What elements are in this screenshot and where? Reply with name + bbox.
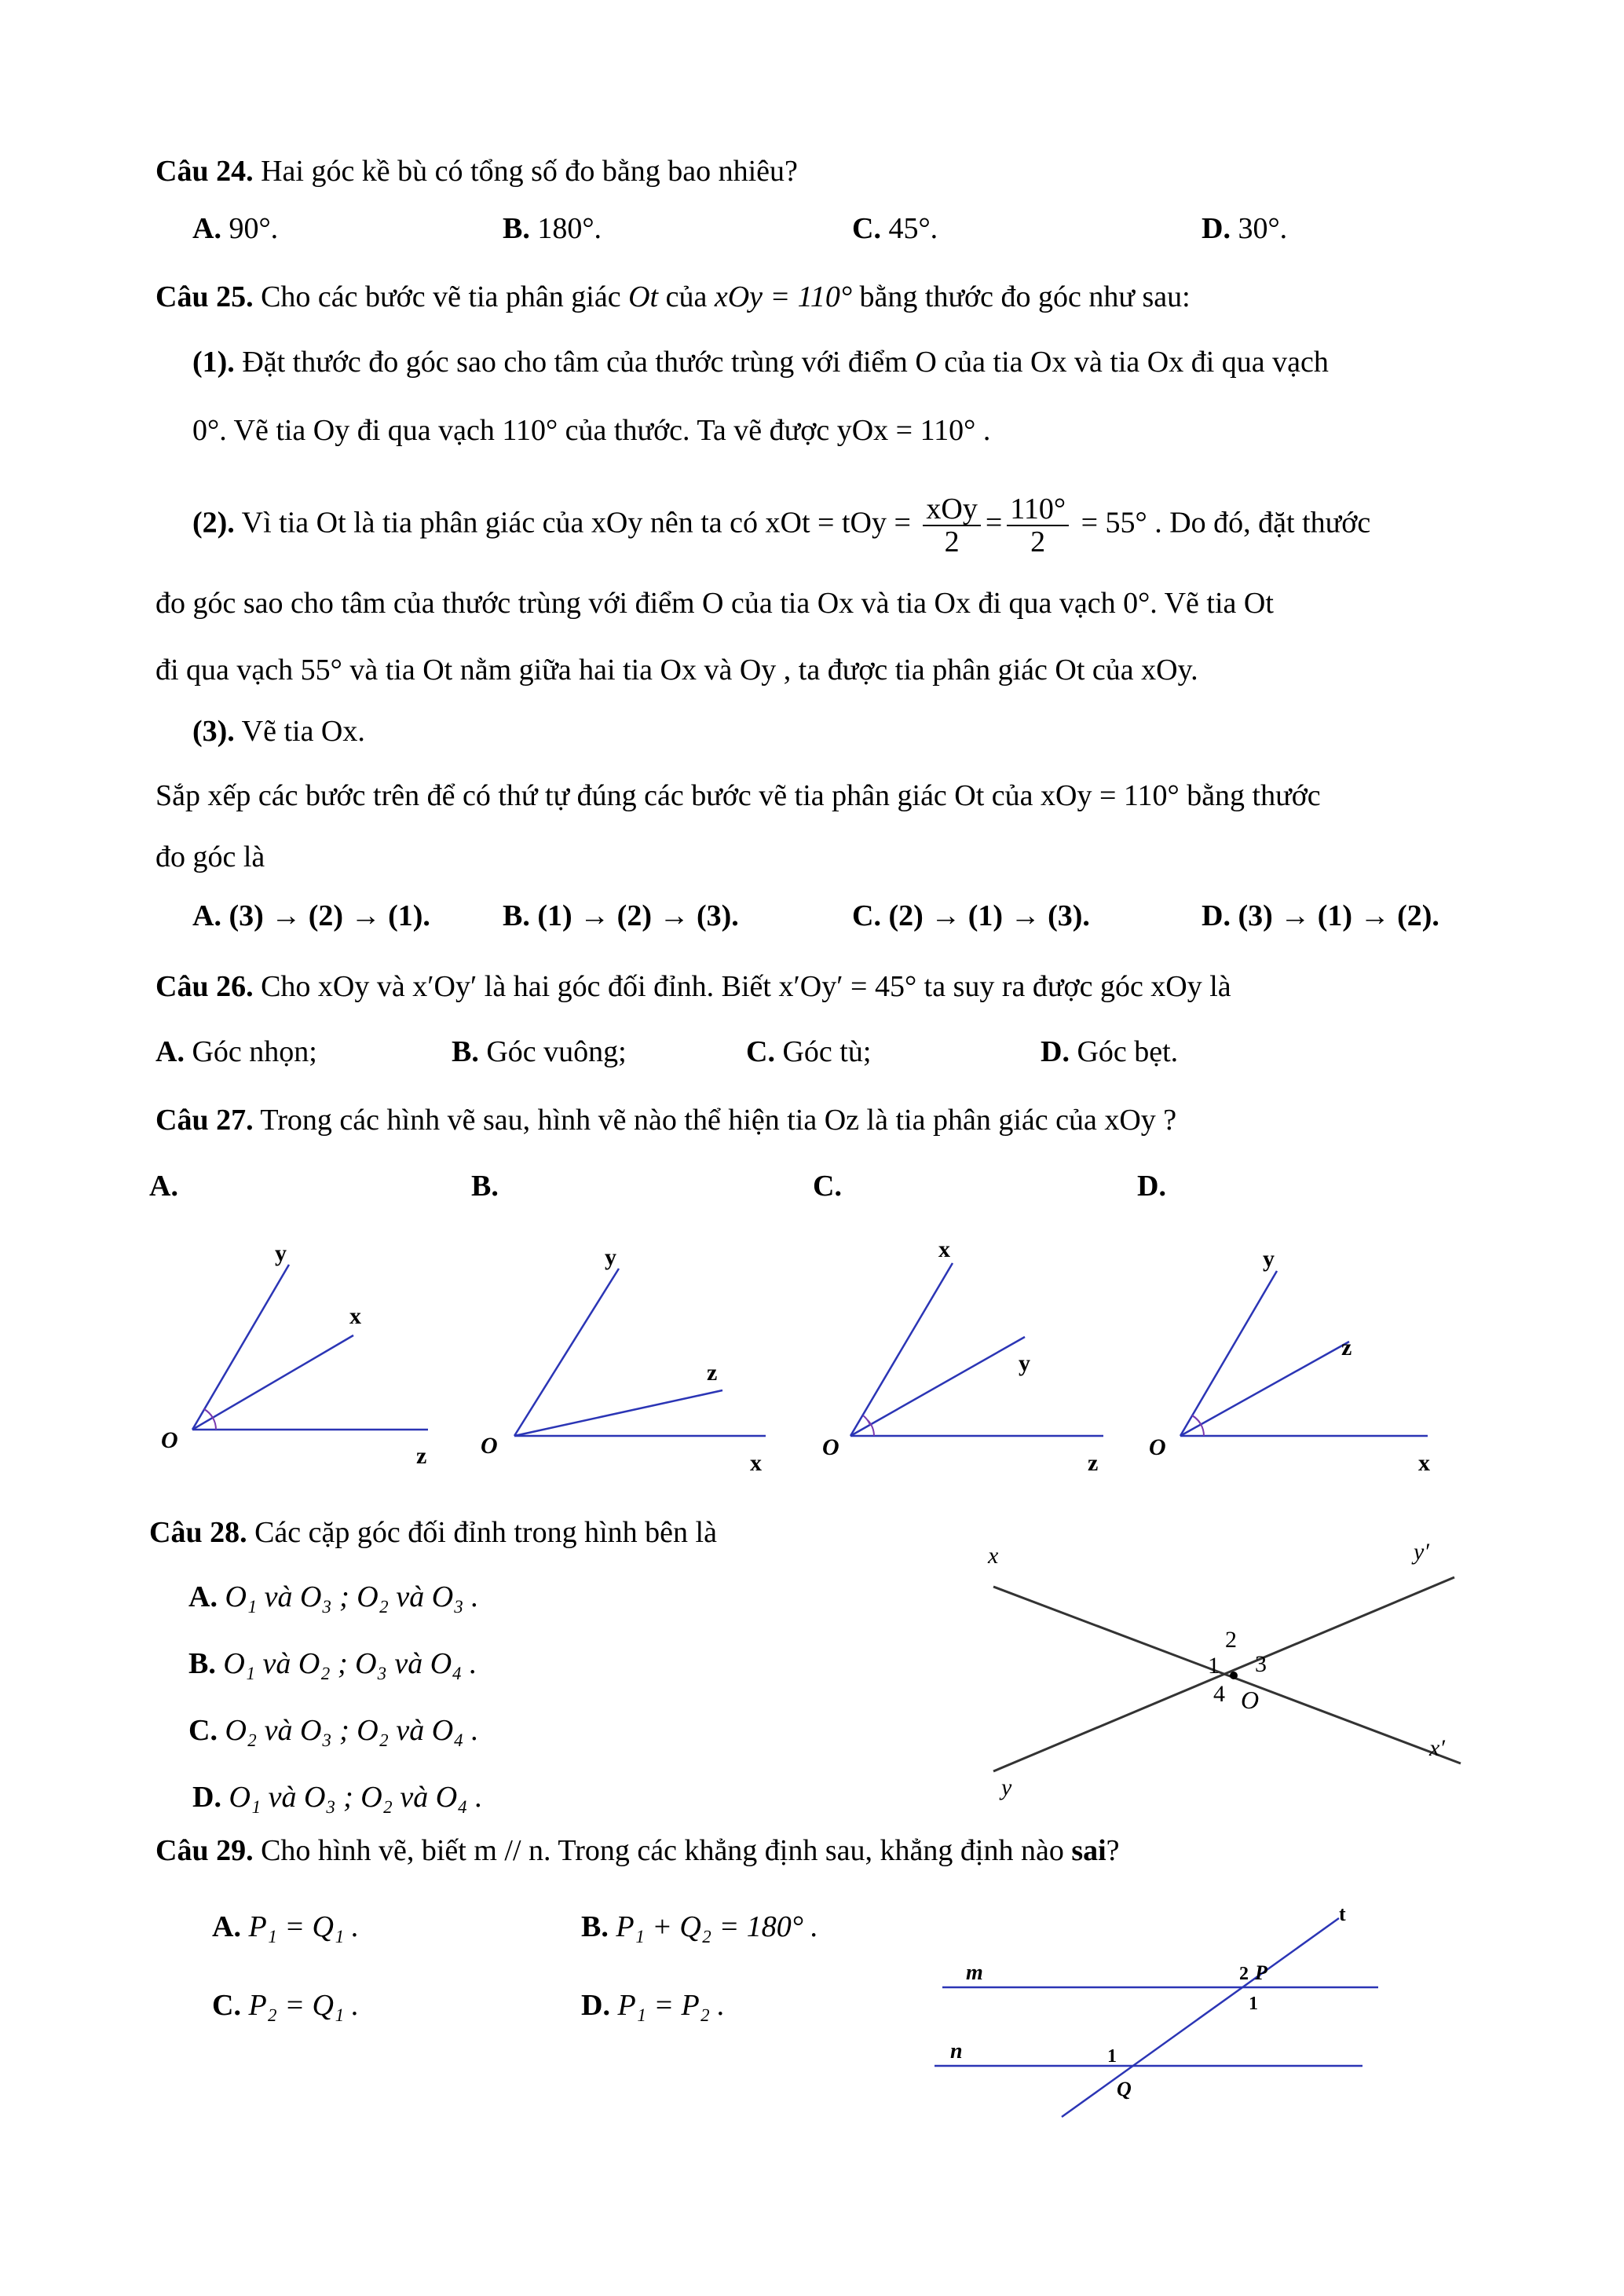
q27-question bbox=[155, 1102, 1176, 1138]
q26-option-c[interactable] bbox=[746, 1034, 871, 1070]
option-key: A. bbox=[188, 1580, 218, 1613]
label-x1: x′ bbox=[1429, 1735, 1445, 1761]
label-origin: O bbox=[822, 1434, 839, 1460]
q26-question bbox=[155, 969, 1231, 1005]
option-key: C. bbox=[746, 1035, 775, 1068]
q29-option-c[interactable] bbox=[212, 1987, 359, 2023]
q24-label: Câu 24. bbox=[155, 155, 254, 188]
q29-post: ? bbox=[1106, 1834, 1120, 1867]
q27-figure-d bbox=[1137, 1225, 1451, 1485]
q26-option-d[interactable] bbox=[1041, 1034, 1178, 1070]
line-t bbox=[1062, 1918, 1339, 2117]
q25-step1-label: (1). bbox=[192, 346, 235, 379]
denominator: 2 bbox=[1030, 525, 1046, 558]
angle-arc bbox=[1192, 1415, 1201, 1424]
q25-ask-line2: đo góc là bbox=[155, 840, 265, 873]
option-text: P₁ = Q₁ . bbox=[248, 1910, 360, 1943]
q27-figure-c bbox=[813, 1225, 1127, 1485]
label-q: Q bbox=[1117, 2078, 1132, 2100]
ray-top bbox=[514, 1269, 619, 1436]
q29-text: Cho hình vẽ, biết m // n. Trong các khẳng định sau, khẳng định nào bbox=[261, 1834, 1064, 1867]
q25-step2-pre: Vì tia Ot là tia phân giác của xOy nên ta có xOt = tOy = bbox=[241, 506, 911, 540]
label-angle-4: 4 bbox=[1213, 1681, 1225, 1707]
q26-label: Câu 26. bbox=[155, 970, 254, 1003]
label-origin: O bbox=[481, 1433, 498, 1459]
q25-step3-label: (3). bbox=[192, 715, 235, 748]
label-p2: 2 bbox=[1239, 1964, 1249, 1984]
option-text: O₁ và O₃ ; O₂ và O₃ . bbox=[225, 1580, 479, 1613]
label-origin: O bbox=[161, 1427, 178, 1453]
label-angle-1: 1 bbox=[1208, 1653, 1220, 1679]
q27-figure-c-key[interactable] bbox=[813, 1168, 842, 1204]
option-key: D. bbox=[1202, 212, 1231, 245]
q28-question bbox=[149, 1514, 717, 1551]
option-text: (3) → (2) → (1). bbox=[229, 899, 430, 932]
q25-xoy-eq: xOy = 110° bbox=[714, 280, 853, 313]
fraction bbox=[1007, 493, 1069, 558]
figure-key: B. bbox=[471, 1170, 499, 1203]
option-text: (2) → (1) → (3). bbox=[888, 899, 1090, 932]
q28-option-a[interactable] bbox=[188, 1579, 478, 1615]
option-key: A. bbox=[212, 1910, 241, 1943]
ray-mid bbox=[850, 1337, 1025, 1436]
label-top: y bbox=[275, 1240, 287, 1266]
q27-figure-b bbox=[471, 1225, 785, 1485]
q25-step3 bbox=[192, 713, 365, 749]
label-mid: z bbox=[707, 1360, 718, 1386]
q26-option-a[interactable] bbox=[155, 1034, 317, 1070]
option-key: A. bbox=[192, 899, 221, 932]
label-mid: x bbox=[349, 1303, 361, 1329]
q25-step1-line2: 0°. Vẽ tia Oy đi qua vạch 110° của thước. Ta vẽ được yOx = 110° . bbox=[192, 414, 991, 447]
q27-figure-b-key[interactable] bbox=[471, 1168, 499, 1204]
fraction bbox=[923, 493, 980, 558]
q24-question bbox=[155, 153, 798, 189]
label-p: P bbox=[1255, 1961, 1267, 1984]
option-key: B. bbox=[503, 899, 530, 932]
q25-ot: Ot bbox=[628, 280, 659, 313]
q29-option-a[interactable] bbox=[212, 1909, 359, 1945]
q27-label: Câu 27. bbox=[155, 1104, 254, 1137]
q24-option-b[interactable] bbox=[503, 211, 602, 247]
q25-cua: của bbox=[665, 280, 708, 313]
option-text: P₁ + Q₂ = 180° . bbox=[616, 1910, 818, 1943]
option-key: C. bbox=[212, 1989, 241, 2022]
q25-option-a[interactable] bbox=[192, 898, 430, 934]
q27-figure-d-key[interactable] bbox=[1137, 1168, 1166, 1204]
q25-step2-line2: đo góc sao cho tâm của thước trùng với điểm O của tia Ox và tia Ox đi qua vạch 0°. Vẽ tia Ot bbox=[155, 587, 1274, 620]
q27-figure-a bbox=[149, 1225, 463, 1485]
q24-option-a[interactable] bbox=[192, 211, 278, 247]
ray-top bbox=[1180, 1271, 1277, 1436]
q25-label: Câu 25. bbox=[155, 280, 254, 313]
q27-text: Trong các hình vẽ sau, hình vẽ nào thể hiện tia Oz là tia phân giác của xOy ? bbox=[260, 1104, 1177, 1137]
option-text: Góc vuông; bbox=[486, 1035, 627, 1068]
option-text: 30°. bbox=[1238, 212, 1288, 245]
q25-step2-label: (2). bbox=[192, 506, 235, 540]
label-bottom: x bbox=[750, 1450, 762, 1476]
q25-option-b[interactable] bbox=[503, 898, 739, 934]
denominator: 2 bbox=[944, 525, 960, 558]
option-text: O₁ và O₃ ; O₂ và O₄ . bbox=[229, 1781, 483, 1814]
q25-ask-line1: Sắp xếp các bước trên để có thứ tự đúng các bước vẽ tia phân giác Ot của xOy = 110° bằng thước bbox=[155, 779, 1321, 812]
q24-option-d[interactable] bbox=[1202, 211, 1287, 247]
label-t: t bbox=[1339, 1902, 1346, 1925]
option-key: C. bbox=[852, 212, 881, 245]
option-text: (3) → (1) → (2). bbox=[1238, 899, 1439, 932]
figure-key: D. bbox=[1137, 1170, 1166, 1203]
label-m: m bbox=[966, 1961, 983, 1985]
label-mid: z bbox=[1341, 1335, 1352, 1360]
option-text: P₁ = P₂ . bbox=[617, 1989, 725, 2022]
label-top: y bbox=[605, 1244, 616, 1270]
option-text: O₂ và O₃ ; O₂ và O₄ . bbox=[225, 1714, 479, 1747]
ray-top bbox=[192, 1265, 289, 1430]
ray-mid bbox=[514, 1390, 722, 1436]
q28-figure bbox=[974, 1516, 1476, 1807]
label-q1: 1 bbox=[1107, 2046, 1117, 2067]
line-xx1 bbox=[993, 1587, 1461, 1763]
q25-question bbox=[155, 279, 1191, 315]
angle-arc bbox=[204, 1409, 213, 1418]
option-key: D. bbox=[581, 1989, 610, 2022]
q26-option-b[interactable] bbox=[452, 1034, 627, 1070]
q29-option-d[interactable] bbox=[581, 1987, 725, 2023]
label-p1: 1 bbox=[1249, 1994, 1258, 2014]
label-o: O bbox=[1241, 1686, 1260, 1714]
label-n: n bbox=[950, 2039, 963, 2063]
q25-text-b: bằng thước đo góc như sau: bbox=[859, 280, 1191, 313]
q29-bold: sai bbox=[1071, 1834, 1106, 1867]
q28-option-b[interactable] bbox=[188, 1646, 477, 1682]
ray-top bbox=[850, 1263, 953, 1436]
option-key: A. bbox=[155, 1035, 185, 1068]
q25-text-a: Cho các bước vẽ tia phân giác bbox=[261, 280, 621, 313]
line-yy1 bbox=[993, 1577, 1454, 1771]
label-top: y bbox=[1263, 1246, 1275, 1272]
q26-text: Cho xOy và x′Oy′ là hai góc đối đỉnh. Biết x′Oy′ = 45° ta suy ra được góc xOy là bbox=[261, 970, 1231, 1003]
option-text: Góc nhọn; bbox=[192, 1035, 317, 1068]
figure-key: A. bbox=[149, 1170, 178, 1203]
option-key: D. bbox=[1041, 1035, 1070, 1068]
q28-text: Các cặp góc đối đỉnh trong hình bên là bbox=[254, 1516, 717, 1549]
q29-label: Câu 29. bbox=[155, 1834, 254, 1867]
option-key: B. bbox=[581, 1910, 609, 1943]
option-text: Góc tù; bbox=[782, 1035, 872, 1068]
q29-figure bbox=[927, 1901, 1398, 2137]
option-text: P₂ = Q₁ . bbox=[248, 1989, 360, 2022]
option-key: B. bbox=[188, 1647, 216, 1680]
numerator: 110° bbox=[1007, 493, 1069, 526]
q24-text: Hai góc kề bù có tổng số đo bằng bao nhiêu? bbox=[261, 155, 798, 188]
point-o bbox=[1230, 1672, 1238, 1679]
label-y: y bbox=[1001, 1774, 1012, 1800]
option-key: D. bbox=[1202, 899, 1231, 932]
option-key: B. bbox=[503, 212, 530, 245]
q25-step2-line1: (2). Vì tia Ot là tia phân giác của xOy nên ta có xOt = tOy = $\frac{\text{xOy}}{2}$ = $\frac{110^\circ}{2}$ = 55° . Do đó, đặt thước bbox=[192, 493, 1371, 558]
ray-mid bbox=[1180, 1342, 1349, 1436]
option-key: D. bbox=[192, 1781, 221, 1814]
ray-mid bbox=[192, 1335, 353, 1430]
option-text: 45°. bbox=[888, 212, 938, 245]
label-bottom: x bbox=[1418, 1450, 1430, 1476]
q25-option-c[interactable] bbox=[852, 898, 1090, 934]
q28-label: Câu 28. bbox=[149, 1516, 247, 1549]
q25-step1-line1 bbox=[192, 344, 1329, 380]
option-key: C. bbox=[188, 1714, 218, 1747]
label-y1: y′ bbox=[1414, 1539, 1429, 1565]
option-text: (1) → (2) → (3). bbox=[537, 899, 739, 932]
option-text: 180°. bbox=[537, 212, 602, 245]
angle-arc bbox=[863, 1415, 870, 1425]
label-x: x bbox=[988, 1543, 999, 1569]
q29-question bbox=[155, 1833, 1120, 1869]
q27-figure-a-key[interactable] bbox=[149, 1168, 178, 1204]
numerator: xOy bbox=[923, 493, 980, 526]
option-text: 90°. bbox=[229, 212, 279, 245]
option-key: C. bbox=[852, 899, 881, 932]
q25-step1-text: Đặt thước đo góc sao cho tâm của thước trùng với điểm O của tia Ox và tia Ox đi qua vạch bbox=[242, 346, 1329, 379]
option-text: O₁ và O₂ ; O₃ và O₄ . bbox=[223, 1647, 477, 1680]
q28-option-c[interactable] bbox=[188, 1712, 478, 1749]
label-mid: y bbox=[1019, 1350, 1030, 1376]
option-key: B. bbox=[452, 1035, 479, 1068]
q25-step3-text: Vẽ tia Ox. bbox=[241, 715, 365, 748]
q28-option-d[interactable] bbox=[192, 1779, 482, 1815]
label-angle-2: 2 bbox=[1225, 1627, 1237, 1653]
label-origin: O bbox=[1149, 1434, 1166, 1460]
q24-option-c[interactable] bbox=[852, 211, 938, 247]
q25-option-d[interactable] bbox=[1202, 898, 1439, 934]
label-top: x bbox=[938, 1236, 950, 1262]
figure-key: C. bbox=[813, 1170, 842, 1203]
label-bottom: z bbox=[416, 1443, 427, 1469]
q25-step2-line3: đi qua vạch 55° và tia Ot nằm giữa hai tia Ox và Oy , ta được tia phân giác Ot của xOy. bbox=[155, 654, 1198, 687]
q25-step2-post: = 55° . Do đó, đặt thước bbox=[1081, 506, 1371, 540]
label-angle-3: 3 bbox=[1255, 1651, 1267, 1677]
option-text: Góc bẹt. bbox=[1077, 1035, 1179, 1068]
label-bottom: z bbox=[1088, 1450, 1099, 1476]
q29-option-b[interactable] bbox=[581, 1909, 818, 1945]
option-key: A. bbox=[192, 212, 221, 245]
